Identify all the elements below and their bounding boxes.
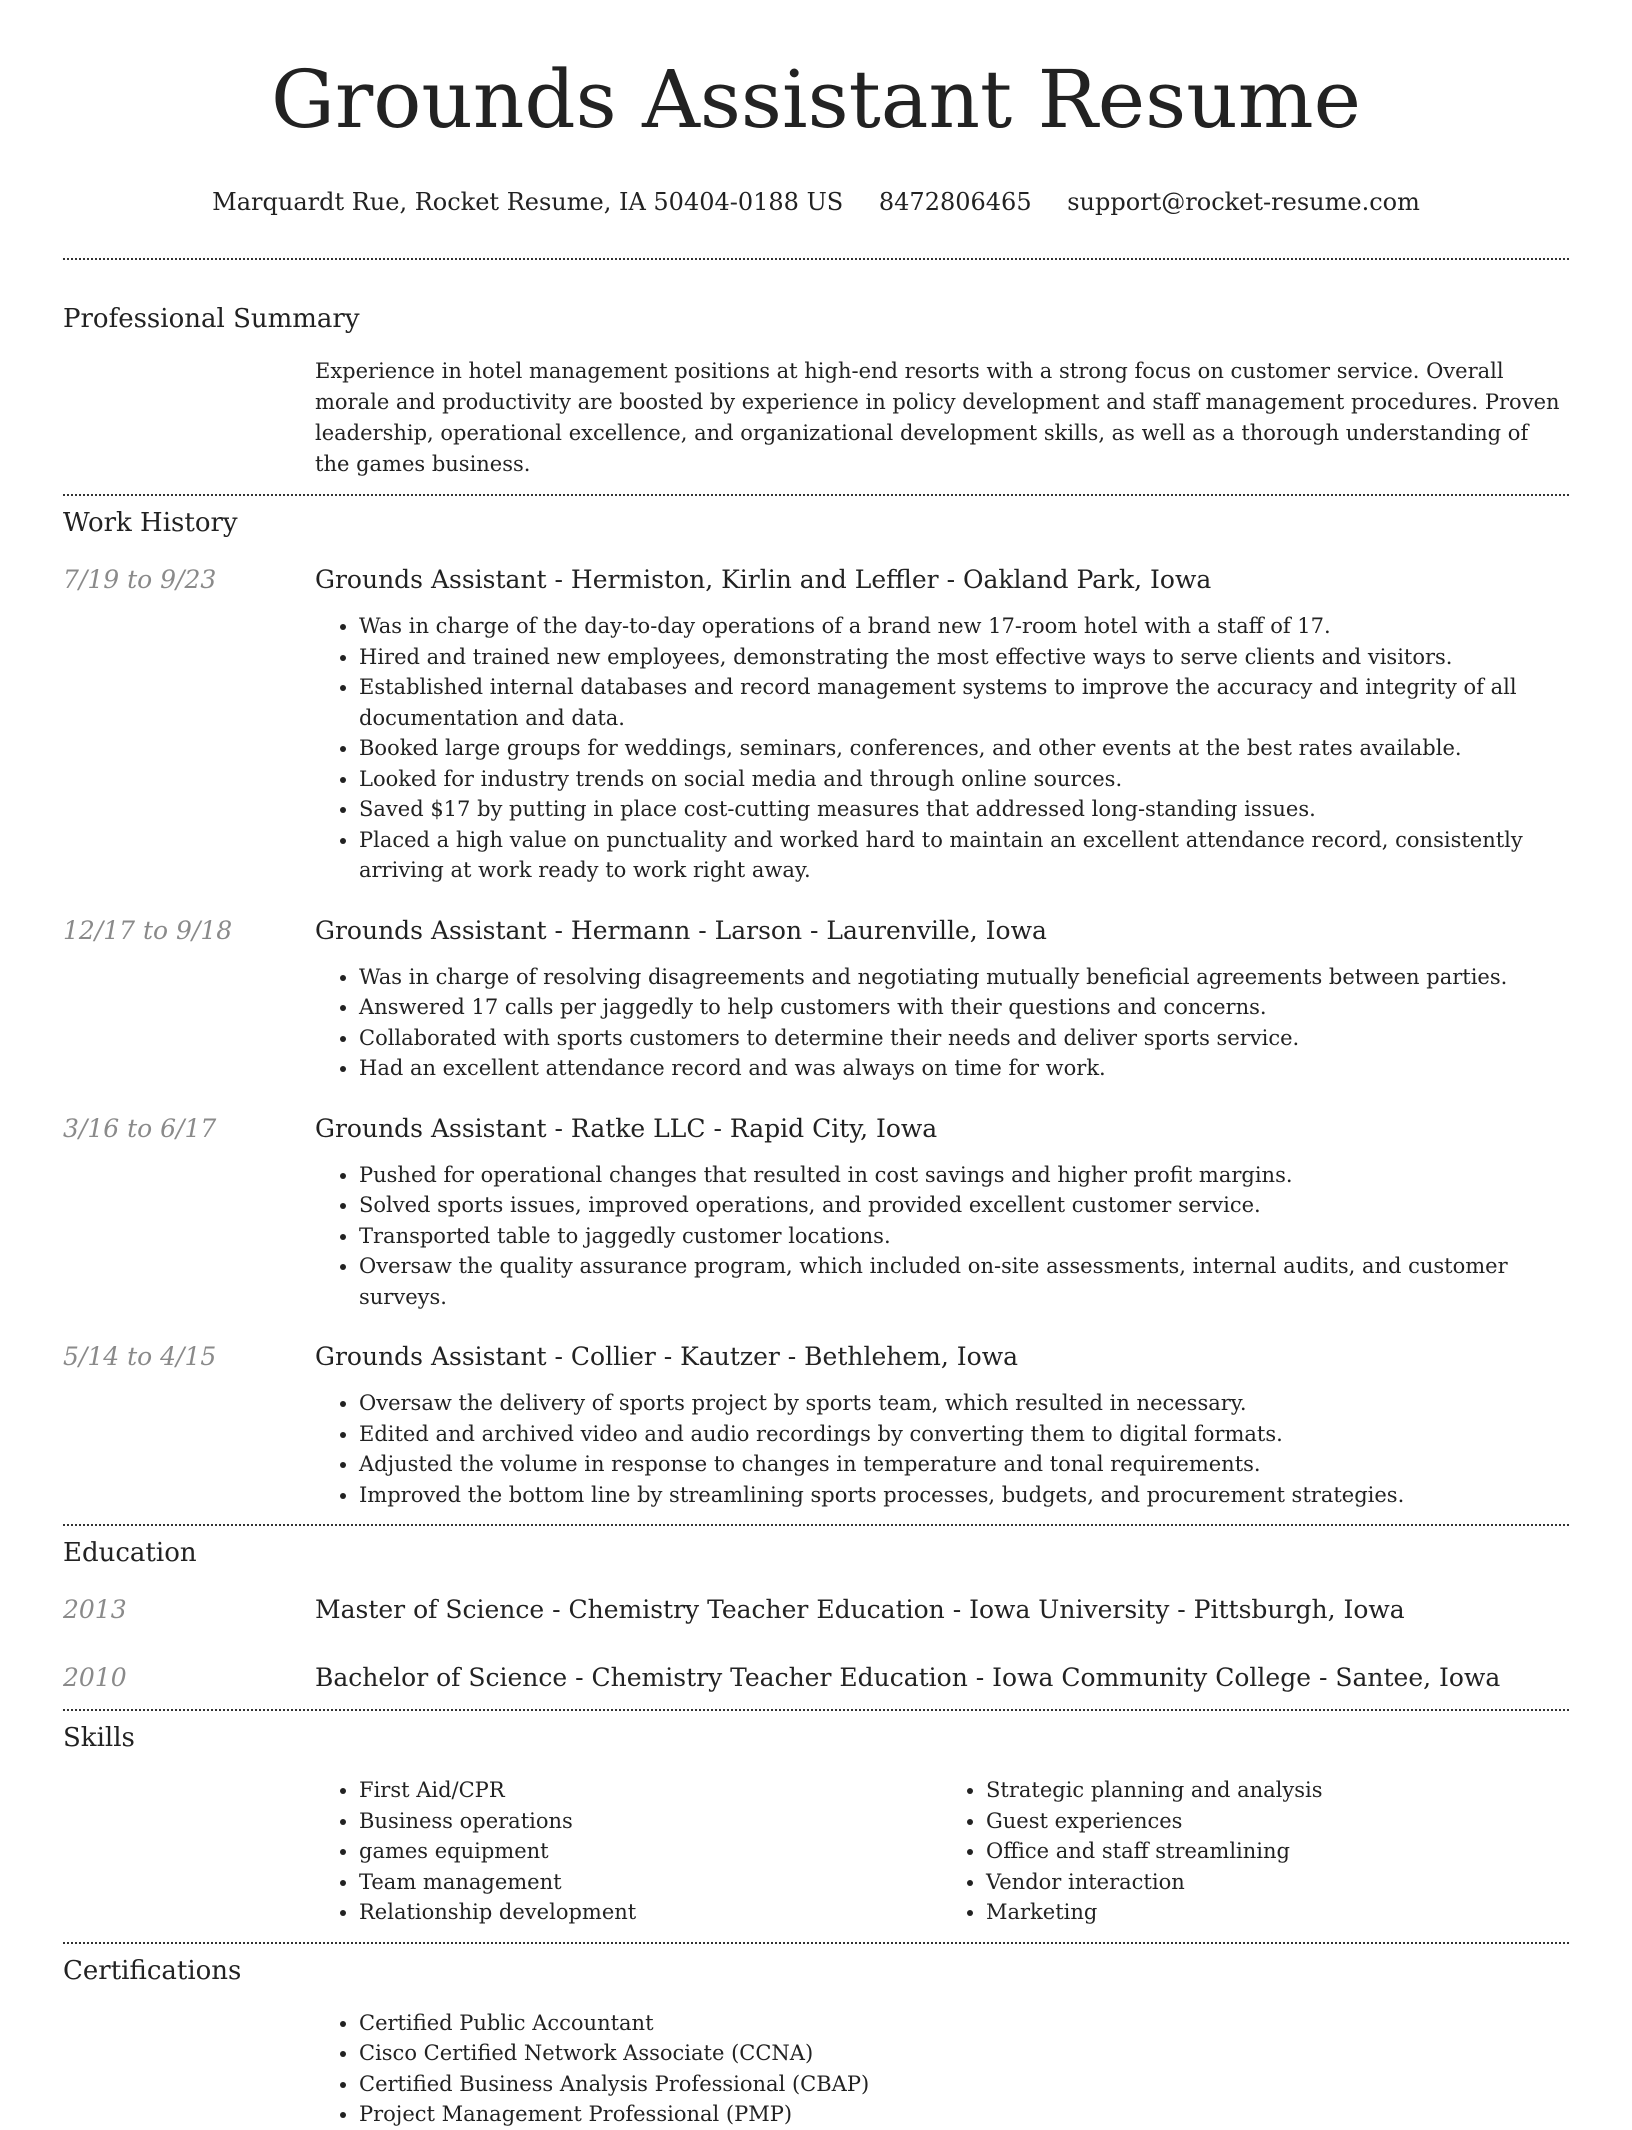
job-title: Grounds Assistant - Collier - Kautzer - Bethlehem, Iowa (315, 1342, 1019, 1371)
certifications-bullets (315, 2008, 1569, 2130)
job-title: Grounds Assistant - Ratke LLC - Rapid City, Iowa (315, 1113, 938, 1143)
education-section (63, 1536, 1569, 1695)
job-entry (63, 1340, 1569, 1510)
skills-column (315, 1775, 942, 1928)
education-year: 2013 (63, 1595, 127, 1624)
list-item: • Oversaw the quality assurance program, which included on-site assessments, internal audits, and customer surveys. (359, 1251, 1569, 1312)
list-item: • Cisco Certified Network Associate (CCNA) (359, 2038, 1569, 2069)
contact-address: Marquardt Rue, Rocket Resume, IA 50404-0188 US (212, 188, 844, 216)
list-item: • Project Management Professional (PMP) (359, 2099, 1569, 2130)
job-title: Grounds Assistant - Hermann - Larson - Laurenville, Iowa (315, 915, 1047, 945)
list-item: • Certified Public Accountant (359, 2008, 1569, 2039)
job-bullets (315, 962, 1569, 1084)
skills-grid (315, 1775, 1569, 1928)
education-degree: Master of Science - Chemistry Teacher Education - Iowa University - Pittsburgh, Iowa (315, 1595, 1405, 1624)
list-item: • Relationship development (359, 1897, 942, 1928)
job-dates: 5/14 to 4/15 (63, 1342, 217, 1371)
list-item: • Solved sports issues, improved operations, and provided excellent customer service. (359, 1190, 1569, 1221)
list-item: • Business operations (359, 1806, 942, 1837)
job-bullets (315, 1388, 1569, 1510)
list-item: • Office and staff streamlining (986, 1836, 1569, 1867)
section-divider (63, 1709, 1569, 1711)
section-divider (63, 1942, 1569, 1944)
list-item: • Saved $17 by putting in place cost-cutting measures that addressed long-standing issues. (359, 794, 1569, 825)
skills-column (942, 1775, 1569, 1928)
job-bullets (315, 611, 1569, 886)
list-item: • Transported table to jaggedly customer locations. (359, 1221, 1569, 1252)
list-item: • Looked for industry trends on social media and through online sources. (359, 764, 1569, 795)
summary-section (63, 302, 1569, 480)
list-item: • Certified Business Analysis Professional (CBAP) (359, 2069, 1569, 2100)
list-item: • Had an excellent attendance record and was always on time for work. (359, 1053, 1569, 1084)
job-entry (63, 914, 1569, 1084)
section-divider (63, 258, 1569, 260)
summary-text: Experience in hotel management positions at high-end resorts with a strong focus on customer service. Overall morale and productivity are boosted by experience in policy development and staff management procedures. Proven leadership, operational excellence, and organizational development skills, as well as a thorough understanding of the games business. (315, 359, 1560, 476)
education-degree: Bachelor of Science - Chemistry Teacher Education - Iowa Community College - Santee, Iowa (315, 1663, 1501, 1692)
education-entry (63, 1661, 1569, 1695)
list-item: • Hired and trained new employees, demonstrating the most effective ways to serve clients and visitors. (359, 642, 1569, 673)
list-item: • Edited and archived video and audio recordings by converting them to digital formats. (359, 1419, 1569, 1450)
list-item: • Guest experiences (986, 1806, 1569, 1837)
list-item: • Improved the bottom line by streamlining sports processes, budgets, and procurement strategies. (359, 1480, 1569, 1511)
summary-heading: Professional Summary (63, 304, 360, 334)
contact-email: support@rocket-resume.com (1067, 188, 1420, 216)
list-item: • Vendor interaction (986, 1867, 1569, 1898)
certifications-list (315, 2008, 1569, 2130)
list-item: • First Aid/CPR (359, 1775, 942, 1806)
certifications-heading: Certifications (63, 1955, 242, 1986)
list-item: • Established internal databases and record management systems to improve the accuracy and integrity of all documentation and data. (359, 672, 1569, 733)
contact-phone: 8472806465 (878, 188, 1032, 216)
resume-title: Grounds Assistant Resume (271, 53, 1361, 146)
list-item: • Collaborated with sports customers to determine their needs and deliver sports service. (359, 1023, 1569, 1054)
list-item: • Adjusted the volume in response to changes in temperature and tonal requirements. (359, 1449, 1569, 1480)
skills-section (63, 1721, 1569, 1928)
list-item: • Booked large groups for weddings, seminars, conferences, and other events at the best rates available. (359, 733, 1569, 764)
job-dates: 12/17 to 9/18 (63, 915, 233, 945)
certifications-section (63, 1954, 1569, 2130)
section-divider (63, 1524, 1569, 1526)
job-title: Grounds Assistant - Hermiston, Kirlin and Leffler - Oakland Park, Iowa (315, 565, 1212, 594)
skills-heading: Skills (63, 1723, 135, 1753)
section-divider (63, 494, 1569, 496)
list-item: • Strategic planning and analysis (986, 1775, 1569, 1806)
education-year: 2010 (63, 1663, 127, 1692)
education-heading: Education (63, 1538, 197, 1568)
job-bullets (315, 1160, 1569, 1313)
work-heading: Work History (63, 508, 238, 538)
list-item: • Pushed for operational changes that resulted in cost savings and higher profit margins. (359, 1160, 1569, 1191)
list-item: • Was in charge of the day-to-day operations of a brand new 17-room hotel with a staff of 17. (359, 611, 1569, 642)
work-section (63, 506, 1569, 1510)
list-item: • games equipment (359, 1836, 942, 1867)
list-item: • Was in charge of resolving disagreements and negotiating mutually beneficial agreements between parties. (359, 962, 1569, 993)
contact-line (63, 186, 1569, 218)
list-item: • Marketing (986, 1897, 1569, 1928)
job-dates: 7/19 to 9/23 (63, 565, 217, 594)
list-item: • Placed a high value on punctuality and worked hard to maintain an excellent attendance record, consistently arriving at work ready to work right away. (359, 825, 1569, 886)
job-entry (63, 1112, 1569, 1313)
education-entry (63, 1593, 1569, 1627)
job-dates: 3/16 to 6/17 (63, 1113, 217, 1143)
list-item: • Oversaw the delivery of sports project by sports team, which resulted in necessary. (359, 1388, 1569, 1419)
list-item: • Answered 17 calls per jaggedly to help customers with their questions and concerns. (359, 992, 1569, 1023)
list-item: • Team management (359, 1867, 942, 1898)
job-entry (63, 563, 1569, 886)
